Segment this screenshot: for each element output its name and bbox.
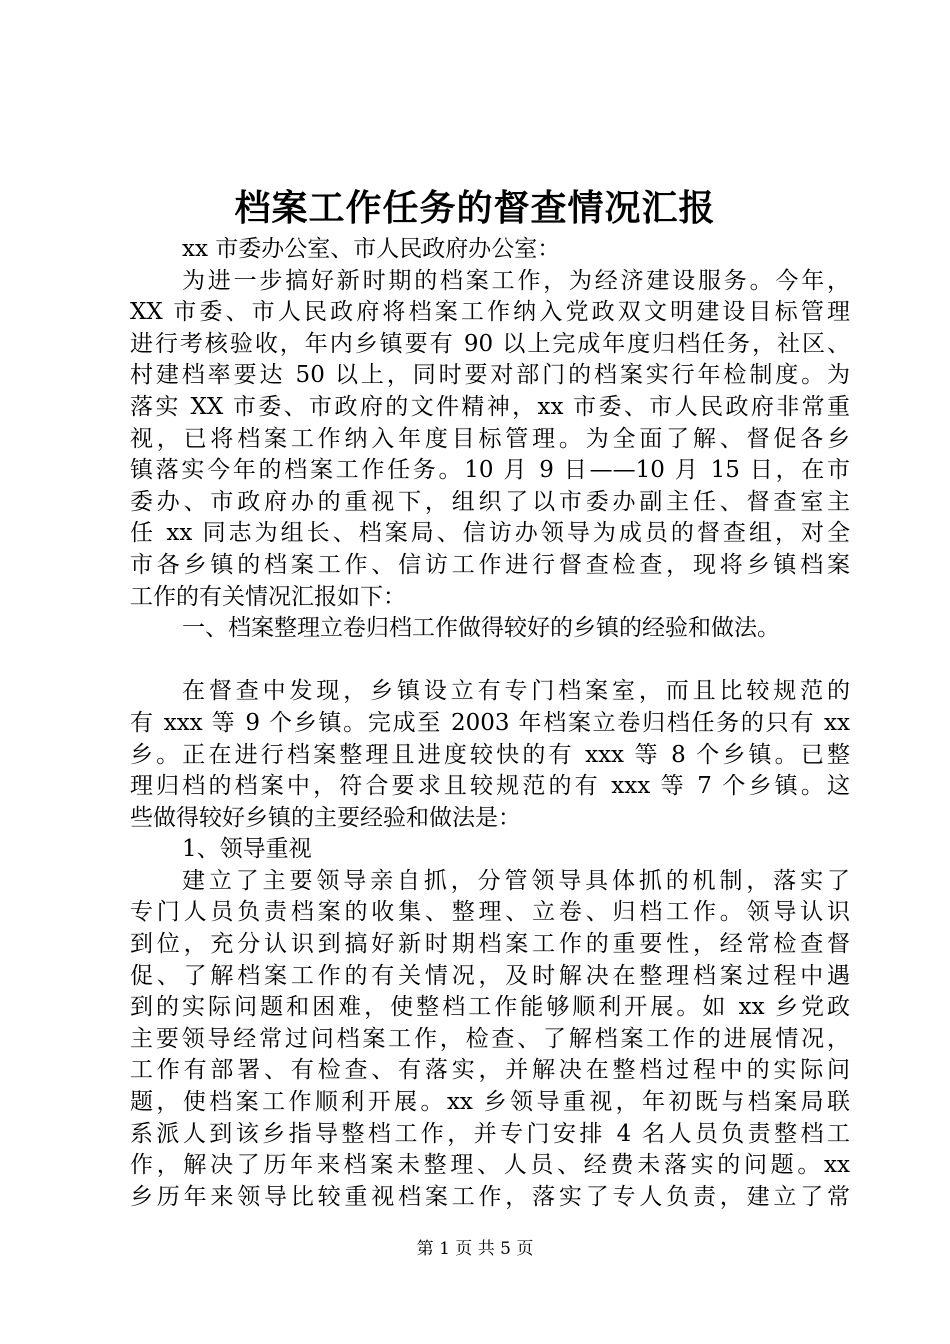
document-title: 档案工作任务的督查情况汇报	[234, 187, 716, 229]
text-line: 工作的有关情况汇报如下：	[130, 583, 406, 610]
text-line: 进行考核验收，年内乡镇要有 90 以上完成年度归档任务，社区、	[130, 330, 850, 357]
text-line: 落实 XX 市委、市政府的文件精神，xx 市委、市人民政府非常重	[130, 393, 850, 420]
text-line: 一、档案整理立卷归档工作做得较好的乡镇的经验和做法。	[182, 615, 780, 642]
text-line: 理归档的档案中，符合要求且较规范的有 xxx 等 7 个乡镇。这	[130, 773, 850, 800]
text-line: 乡历年来领导比较重视档案工作，落实了专人负责，建立了常	[130, 1183, 850, 1210]
text-line: 有 xxx 等 9 个乡镇。完成至 2003 年档案立卷归档任务的只有 xx	[130, 709, 850, 736]
text-line: XX 市委、市人民政府将档案工作纳入党政双文明建设目标管理	[130, 299, 850, 326]
text-line: 到位，充分认识到搞好新时期档案工作的重要性，经常检查督	[130, 931, 850, 958]
text-line: 委办、市政府办的重视下，组织了以市委办副主任、督查室主	[130, 488, 850, 515]
text-line: 建立了主要领导亲自抓，分管领导具体抓的机制，落实了	[182, 867, 850, 894]
text-line: 题，使档案工作顺利开展。xx 乡领导重视，年初既与档案局联	[130, 1089, 850, 1116]
text-line: 镇落实今年的档案工作任务。10 月 9 日——10 月 15 日，在市	[130, 457, 850, 484]
text-line: 作，解决了历年来档案未整理、人员、经费未落实的问题。xx	[130, 1152, 850, 1179]
text-line: xx 市委办公室、市人民政府办公室：	[182, 236, 561, 262]
page-footer: 第 1 页 共 5 页	[416, 1239, 534, 1259]
text-line: 促、了解档案工作的有关情况，及时解决在整理档案过程中遇	[130, 962, 850, 989]
text-line: 到的实际问题和困难，使整档工作能够顺利开展。如 xx 乡党政	[130, 994, 850, 1021]
text-line: 为进一步搞好新时期的档案工作，为经济建设服务。今年，	[182, 267, 850, 294]
document-body	[130, 234, 850, 1213]
text-line: 视，已将档案工作纳入年度目标管理。为全面了解、督促各乡	[130, 425, 850, 452]
blank-line	[130, 645, 850, 677]
text-line: 市各乡镇的档案工作、信访工作进行督查检查，现将乡镇档案	[130, 551, 850, 578]
text-line: 系派人到该乡指导整档工作，并专门安排 4 名人员负责整档工	[130, 1120, 850, 1147]
text-line: 些做得较好乡镇的主要经验和做法是：	[130, 804, 521, 831]
text-line: 任 xx 同志为组长、档案局、信访办领导为成员的督查组，对全	[130, 520, 850, 547]
text-line: 专门人员负责档案的收集、整理、立卷、归档工作。领导认识	[130, 899, 850, 926]
text-line: 工作有部署、有检查、有落实，并解决在整档过程中的实际问	[130, 1057, 850, 1084]
text-line: 主要领导经常过问档案工作，检查、了解档案工作的进展情况，	[130, 1025, 850, 1052]
text-line: 1、领导重视	[182, 836, 312, 863]
text-line: 乡。正在进行档案整理且进度较快的有 xxx 等 8 个乡镇。已整	[130, 741, 850, 768]
text-line: 村建档率要达 50 以上，同时要对部门的档案实行年检制度。为	[130, 362, 850, 389]
text-line: 在督查中发现，乡镇设立有专门档案室，而且比较规范的	[182, 678, 850, 705]
